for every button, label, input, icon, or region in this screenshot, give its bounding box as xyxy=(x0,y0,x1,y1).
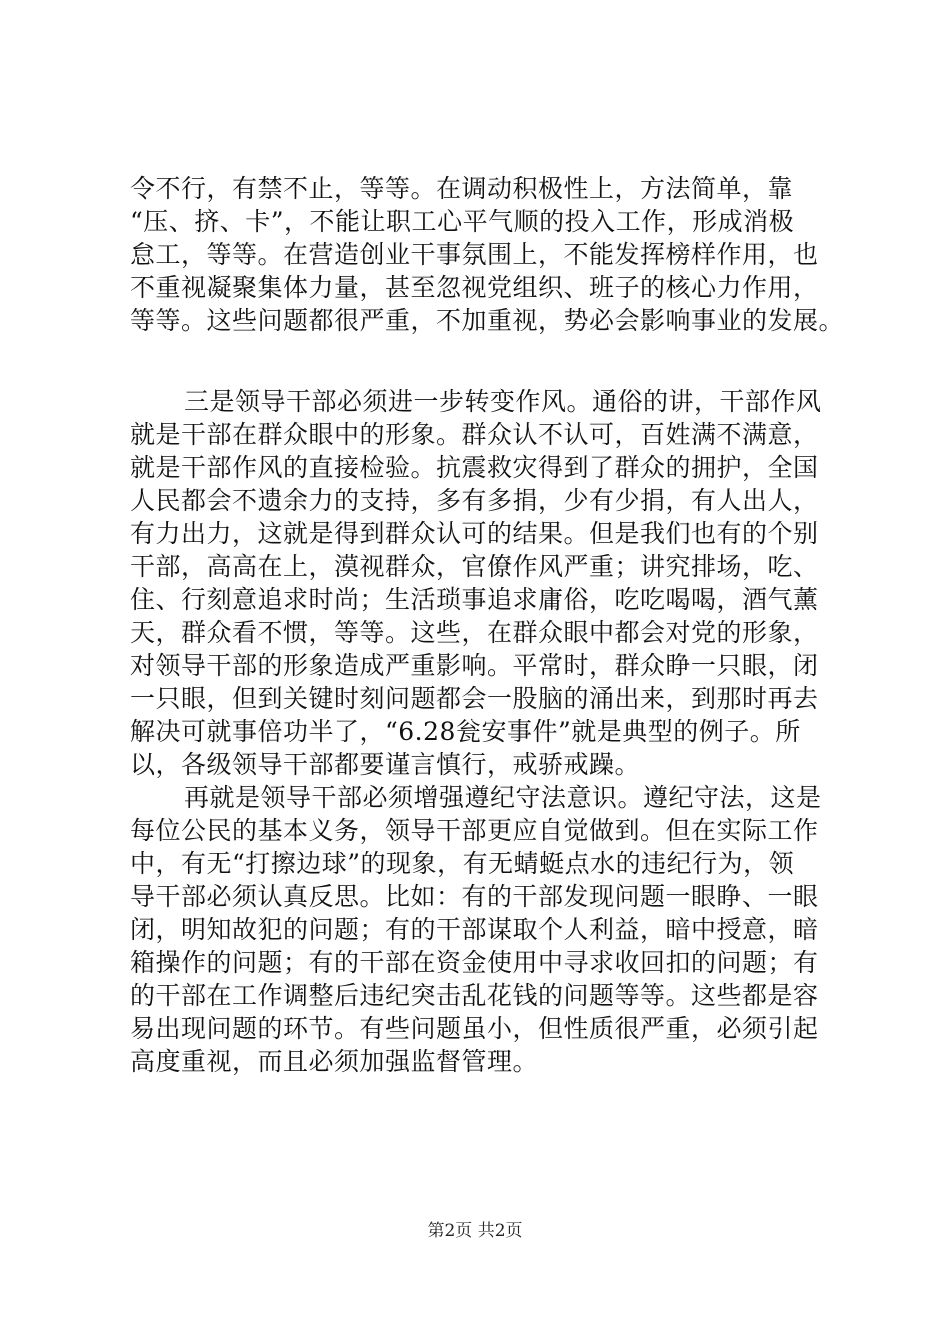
text-line: 高度重视，而且必须加强监督管理。 xyxy=(130,1047,539,1076)
page-number: 第2页 共2页 xyxy=(427,1221,523,1241)
text-line: 再就是领导干部必须增强遵纪守法意识。遵纪守法，这是 xyxy=(184,783,822,812)
text-line: 一只眼，但到关键时刻问题都会一股脑的涌出来，到那时再去 xyxy=(130,684,819,713)
text-line: 就是干部作风的直接检验。抗震救灾得到了群众的拥护，全国 xyxy=(130,453,819,482)
text-line: 导干部必须认真反思。比如：有的干部发现问题一眼睁、一眼 xyxy=(130,882,819,911)
text-line: 闭，明知故犯的问题；有的干部谋取个人利益，暗中授意，暗 xyxy=(130,915,819,944)
text-line: 解决可就事倍功半了，“6.28瓮安事件”就是典型的例子。所 xyxy=(130,717,801,746)
text-line: 每位公民的基本义务，领导干部更应自觉做到。但在实际工作 xyxy=(130,816,819,845)
text-line: 中，有无“打擦边球”的现象，有无蜻蜓点水的违纪行为，领 xyxy=(130,849,795,878)
page-footer xyxy=(0,1216,950,1241)
text-line: 以，各级领导干部都要谨言慎行，戒骄戒躁。 xyxy=(130,750,641,779)
text-line: 人民都会不遗余力的支持，多有多捐，少有少捐，有人出人， xyxy=(130,486,819,515)
text-line: 住、行刻意追求时尚；生活琐事追求庸俗，吃吃喝喝，酒气薰 xyxy=(130,585,819,614)
document-body xyxy=(130,172,845,1078)
paragraph-3 xyxy=(130,781,832,1078)
text-line: 怠工，等等。在营造创业干事氛围上，不能发挥榜样作用，也 xyxy=(130,240,819,269)
text-line: 不重视凝聚集体力量，甚至忽视党组织、班子的核心力作用， xyxy=(130,273,819,302)
text-line: 令不行，有禁不止，等等。在调动积极性上，方法简单，靠 xyxy=(130,174,794,203)
text-line: 三是领导干部必须进一步转变作风。通俗的讲，干部作风 xyxy=(184,387,822,416)
paragraph-spacer xyxy=(130,337,832,385)
text-line: 对领导干部的形象造成严重影响。平常时，群众睁一只眼，闭 xyxy=(130,651,819,680)
text-line: “压、挤、卡”，不能让职工心平气顺的投入工作，形成消极 xyxy=(130,207,795,236)
text-line: 有力出力，这就是得到群众认可的结果。但是我们也有的个别 xyxy=(130,519,819,548)
paragraph-2 xyxy=(130,385,832,781)
text-line: 箱操作的问题；有的干部在资金使用中寻求收回扣的问题；有 xyxy=(130,948,819,977)
text-line: 干部，高高在上，漠视群众，官僚作风严重；讲究排场，吃、 xyxy=(130,552,819,581)
text-line: 的干部在工作调整后违纪突击乱花钱的问题等等。这些都是容 xyxy=(130,981,819,1010)
paragraph-1 xyxy=(130,172,845,337)
text-line: 就是干部在群众眼中的形象。群众认不认可，百姓满不满意， xyxy=(130,420,819,449)
text-line: 易出现问题的环节。有些问题虽小，但性质很严重，必须引起 xyxy=(130,1014,819,1043)
text-line: 天，群众看不惯，等等。这些，在群众眼中都会对党的形象， xyxy=(130,618,819,647)
text-line: 等等。这些问题都很严重，不加重视，势必会影响事业的发展。 xyxy=(130,306,845,335)
